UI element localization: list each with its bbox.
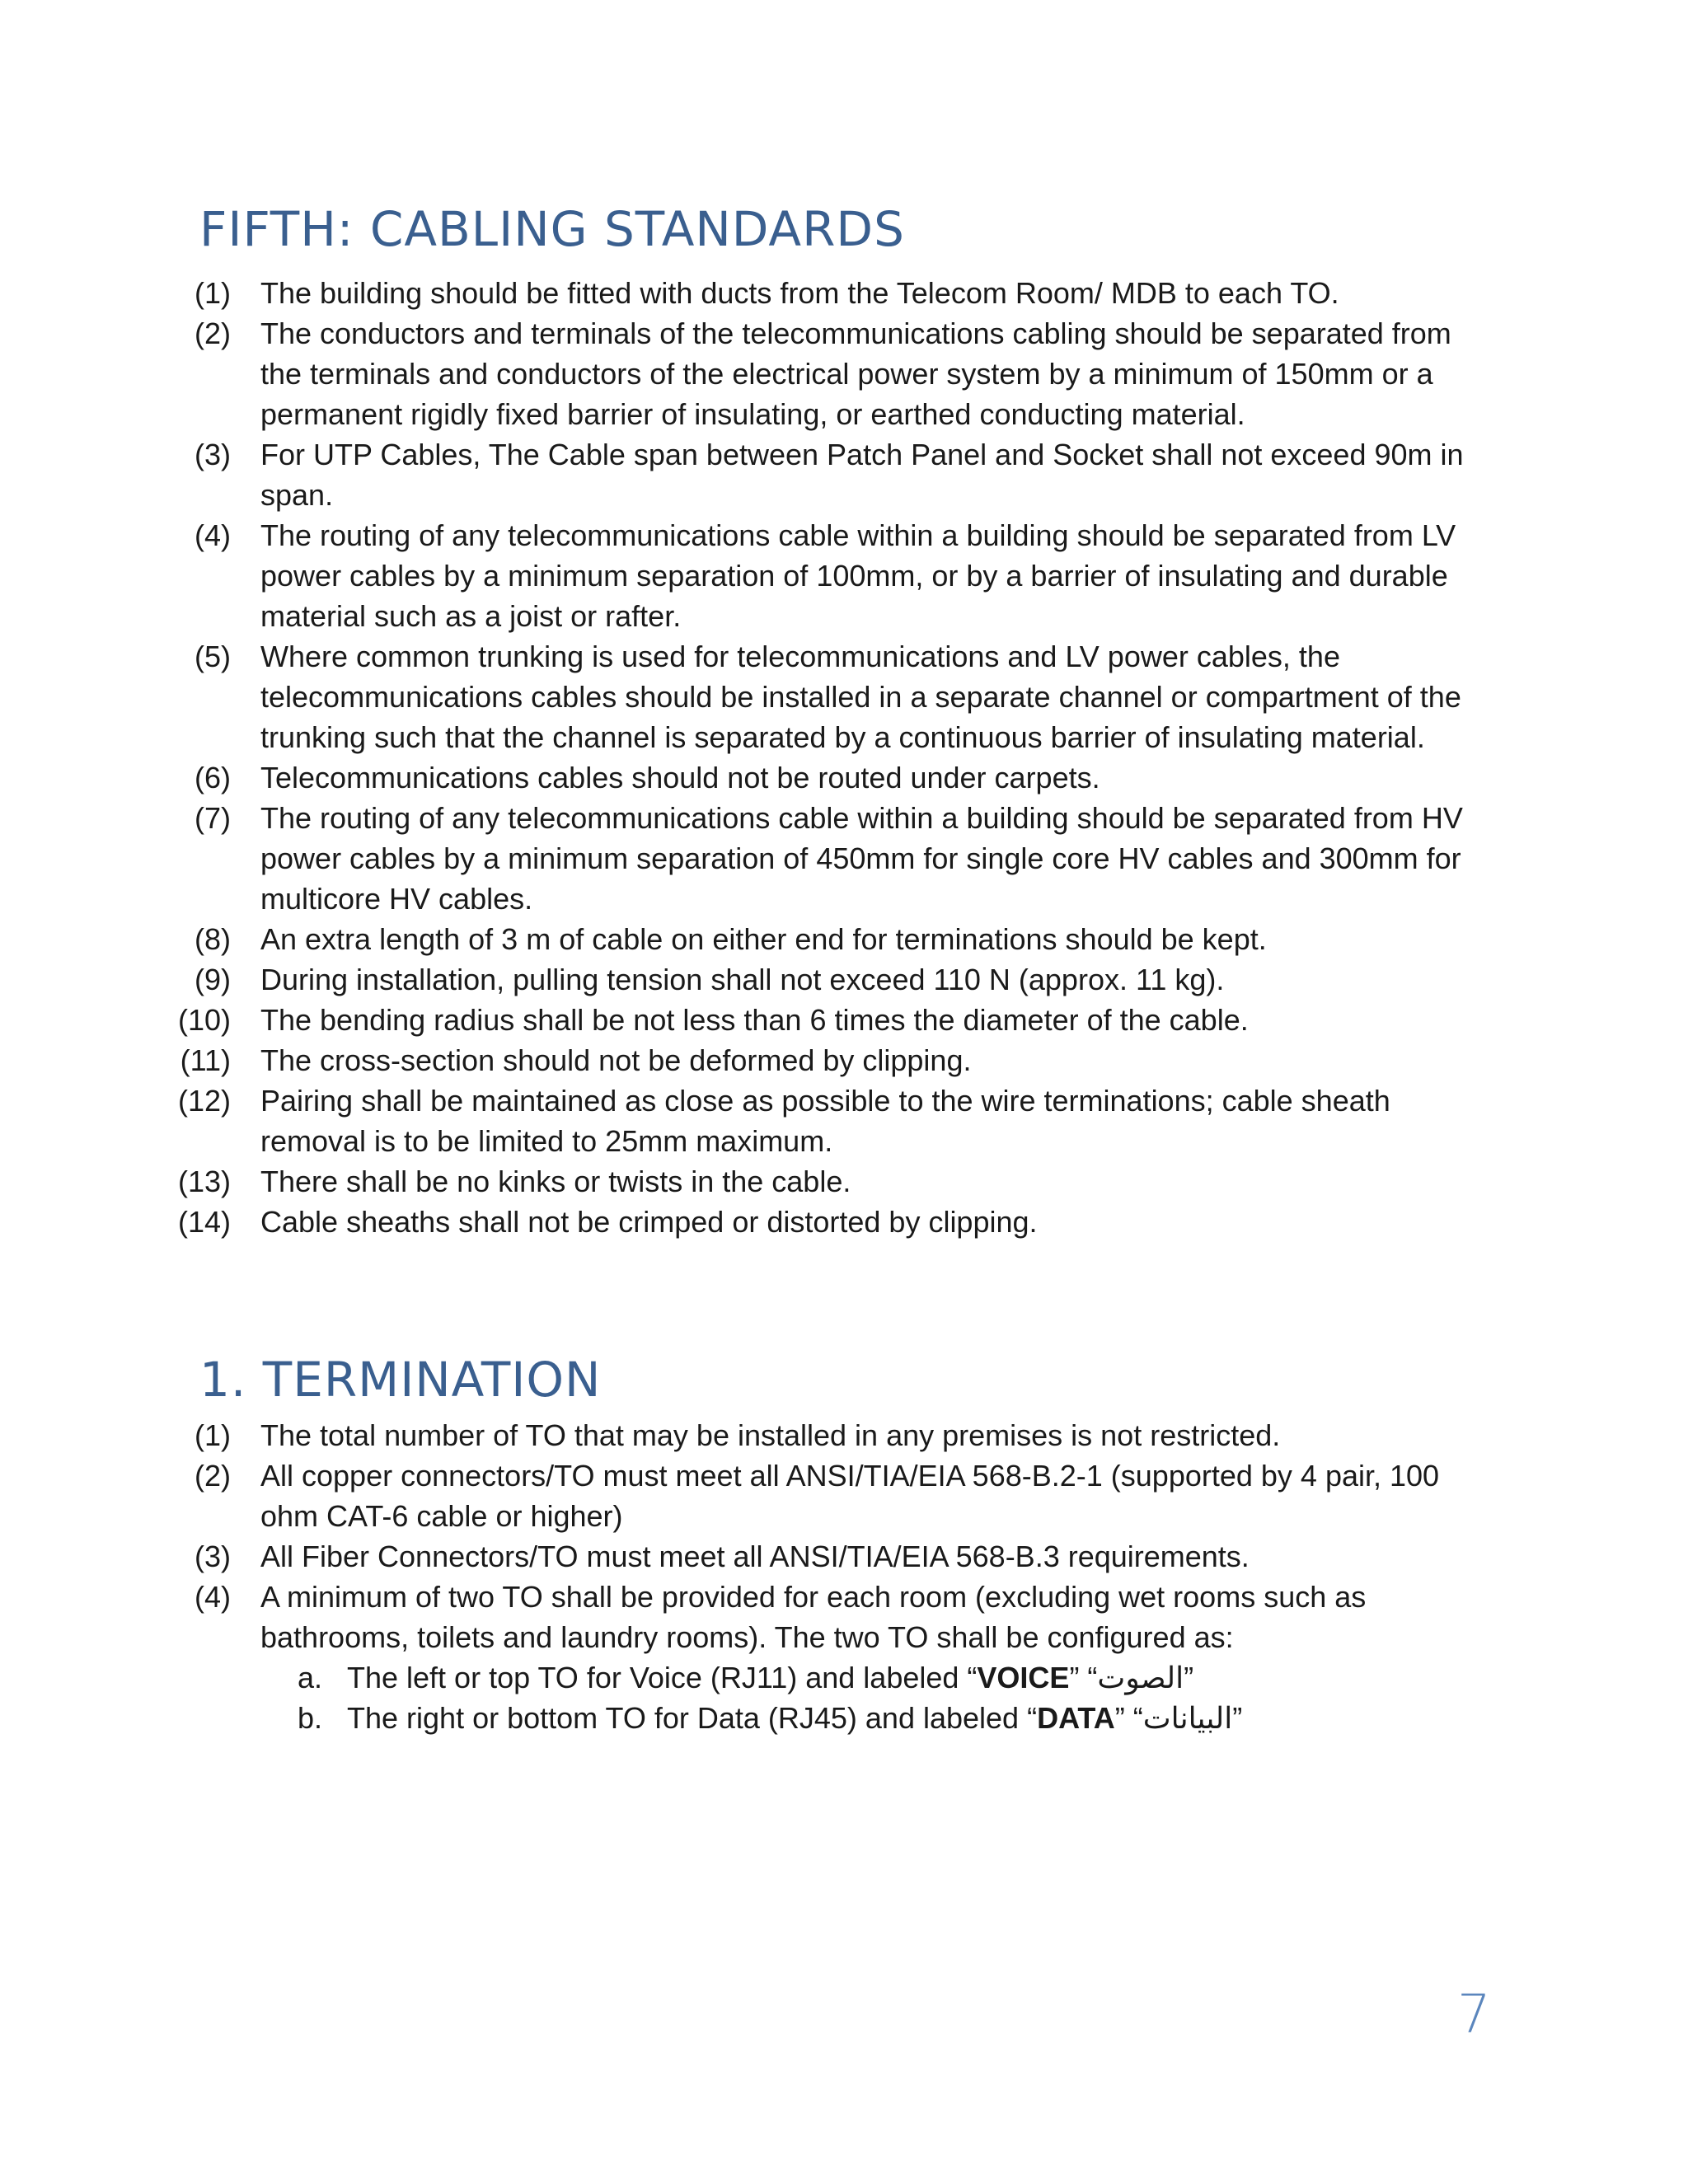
sub-item-letter: a. <box>298 1661 323 1694</box>
list-item <box>0 1577 1497 1738</box>
item-number: (3) <box>195 1540 231 1573</box>
item-text: The conductors and terminals of the telecommunications cabling should be separated from the terminals and conductors of the electrical power system by a minimum of 150mm or a permanent rigidly fixed barrier of insulating, or earthed conducting material. <box>260 316 1451 431</box>
item-text: Where common trunking is used for telecommunications and LV power cables, the telecommunications cables should be installed in a separate channel or compartment of the trunking such that the channel is separated by a continuous barrier of insulating material. <box>260 640 1461 754</box>
sub-list-item-voice <box>260 1657 1497 1698</box>
item-number: (7) <box>195 801 231 835</box>
item-number: (2) <box>195 316 231 350</box>
item-text: All copper connectors/TO must meet all ANSI/TIA/EIA 568-B.2-1 (supported by 4 pair, 100 ohm CAT-6 cable or higher) <box>260 1459 1440 1533</box>
list-item <box>0 757 1497 798</box>
item-text: The total number of TO that may be installed in any premises is not restricted. <box>260 1418 1281 1452</box>
list-item <box>0 1040 1497 1080</box>
item-text: Pairing shall be maintained as close as possible to the wire terminations; cable sheath removal is to be limited to 25mm maximum. <box>260 1084 1390 1158</box>
item-text: The building should be fitted with ducts from the Telecom Room/ MDB to each TO. <box>260 276 1339 310</box>
item-text: The routing of any telecommunications cable within a building should be separated from LV power cables by a minimum separation of 100mm, or by a barrier of insulating and durable material such as a joist or rafter. <box>260 518 1456 633</box>
item-text: The bending radius shall be not less than 6 times the diameter of the cable. <box>260 1003 1249 1037</box>
section-heading-cabling-standards: FIFTH: CABLING STANDARDS <box>199 201 905 257</box>
section-heading-termination: 1. TERMINATION <box>199 1352 602 1408</box>
item-number: (4) <box>195 1580 231 1614</box>
list-item <box>0 1080 1497 1161</box>
item-number: (14) <box>177 1205 231 1239</box>
list-item <box>0 1415 1497 1455</box>
item-number: (3) <box>195 438 231 471</box>
item-number: (12) <box>177 1084 231 1118</box>
list-item <box>0 1000 1497 1040</box>
voice-label: VOICE <box>977 1661 1070 1694</box>
item-text: The cross-section should not be deformed by clipping. <box>260 1043 972 1077</box>
list-item <box>0 313 1497 434</box>
list-item <box>0 959 1497 1000</box>
sub-item-prefix: The right or bottom TO for Data (RJ45) and labeled “ <box>347 1701 1038 1735</box>
sub-item-suffix: ” “الصوت” <box>1069 1661 1194 1694</box>
list-item <box>0 1161 1497 1202</box>
item-text: There shall be no kinks or twists in the cable. <box>260 1165 851 1198</box>
item-number: (1) <box>195 276 231 310</box>
list-item <box>0 1455 1497 1536</box>
sub-item-letter: b. <box>298 1701 323 1735</box>
list-item <box>0 1536 1497 1577</box>
sub-list-item-data <box>260 1698 1497 1738</box>
item-text: The routing of any telecommunications cable within a building should be separated from HV power cables by a minimum separation of 450mm for single core HV cables and 300mm for multicore HV cables. <box>260 801 1463 916</box>
list-item <box>0 919 1497 959</box>
item-number: (4) <box>195 518 231 552</box>
item-number: (5) <box>195 640 231 673</box>
item-number: (2) <box>195 1459 231 1493</box>
item-number: (8) <box>195 922 231 956</box>
termination-list <box>0 1415 1566 1738</box>
list-item <box>0 273 1497 313</box>
item-text: An extra length of 3 m of cable on either end for terminations should be kept. <box>260 922 1267 956</box>
item-text: All Fiber Connectors/TO must meet all ANSI/TIA/EIA 568-B.3 requirements. <box>260 1540 1250 1573</box>
sub-item-suffix: ” “البيانات” <box>1114 1701 1243 1735</box>
list-item <box>0 434 1497 515</box>
list-item <box>0 636 1497 757</box>
list-item <box>0 515 1497 636</box>
item-text: Cable sheaths shall not be crimped or distorted by clipping. <box>260 1205 1038 1239</box>
list-item <box>0 1202 1497 1242</box>
item-number: (1) <box>195 1418 231 1452</box>
list-item <box>0 798 1497 919</box>
item-number: (11) <box>180 1043 231 1077</box>
page-number: 7 <box>1457 1985 1491 2046</box>
sub-list <box>260 1657 1497 1738</box>
item-number: (13) <box>177 1165 231 1198</box>
item-text: Telecommunications cables should not be routed under carpets. <box>260 761 1100 794</box>
item-text: A minimum of two TO shall be provided for each room (excluding wet rooms such as bathrooms, toilets and laundry rooms). The two TO shall be configured as: <box>260 1580 1367 1654</box>
data-label: DATA <box>1037 1701 1115 1735</box>
sub-item-prefix: The left or top TO for Voice (RJ11) and labeled “ <box>347 1661 978 1694</box>
item-number: (6) <box>195 761 231 794</box>
item-number: (9) <box>195 963 231 996</box>
item-number: (10) <box>177 1003 231 1037</box>
cabling-standards-list <box>0 273 1566 1242</box>
item-text: For UTP Cables, The Cable span between Patch Panel and Socket shall not exceed 90m in span. <box>260 438 1464 512</box>
item-text: During installation, pulling tension shall not exceed 110 N (approx. 11 kg). <box>260 963 1225 996</box>
